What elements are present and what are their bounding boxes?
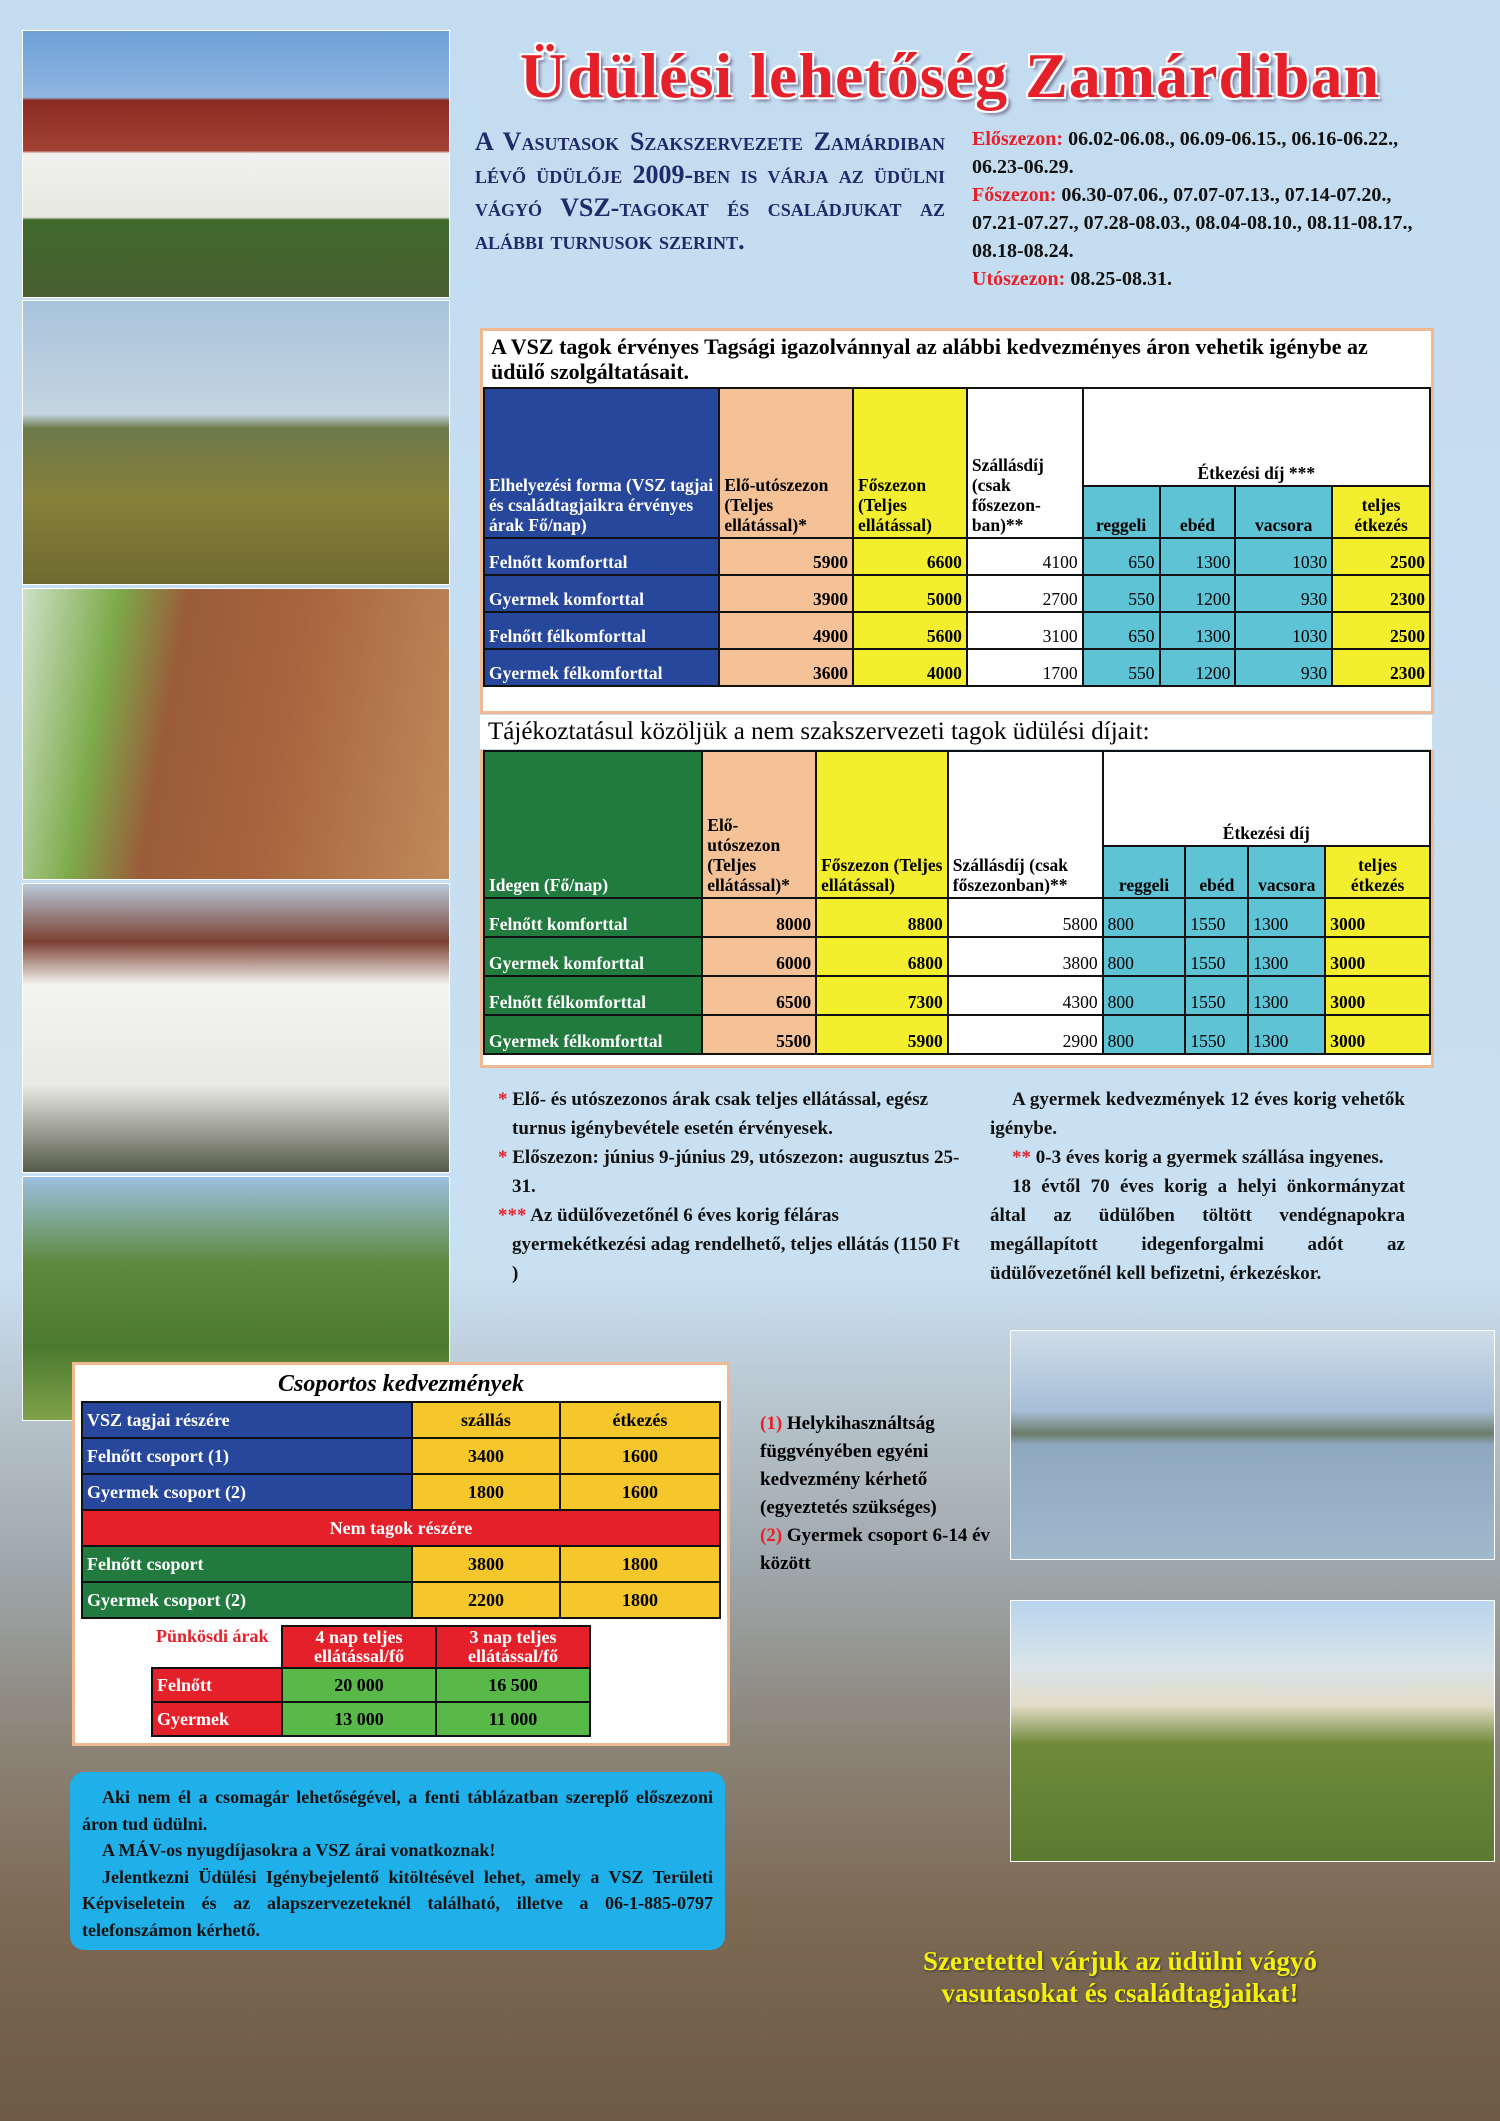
member-prices-heading: A VSZ tagok érvényes Tagsági igazolvánnyal az alábbi kedvezményes áron vehetik igénybe az üdülő szolgáltatásait. [491,334,1368,384]
footnote [990,1085,1405,1143]
price-cell: 1300 [1248,976,1325,1015]
price-cell: 11 000 [436,1702,590,1736]
row-label: Gyermek csoport (2) [82,1474,412,1510]
table-row [152,1668,590,1702]
footnote-text: 18 évtől 70 éves korig a helyi önkormányzat által az üdülőben töltött vendégnapokra megállapított idegenforgalmi adót az üdülővezetőnél kell befizetni, érkezéskor. [990,1176,1405,1284]
footnotes [490,1085,1440,1335]
photo-beach [1010,1600,1495,1862]
page-title: Üdülési lehetőség Zamárdiban [519,40,1381,111]
group-notes [760,1410,995,1578]
row-label: Felnőtt csoport (1) [82,1438,412,1474]
row-label: Felnőtt csoport [82,1546,412,1582]
table-row [484,976,1430,1015]
main-season-dates: Főszezon: 06.30-07.06., 07.07-07.13., 07.14-07.20., 07.21-07.27., 07.28-08.03., 08.04-08.10., 08.11-08.17., 08.18-08.24. [972,184,1413,262]
member-prices-panel [480,328,1434,714]
price-cell: 6800 [816,937,948,976]
price-cell: 6000 [702,937,816,976]
group-header-cell: VSZ tagjai részére [82,1402,412,1438]
row-label: Gyermek [152,1702,282,1736]
nonmember-prices-table [483,750,1431,1055]
info-box [70,1772,725,1950]
price-cell: 4900 [719,612,853,649]
price-cell: 1300 [1248,1015,1325,1054]
price-cell: 1600 [560,1438,720,1474]
meal-header-cell: vacsora [1248,846,1325,898]
price-cell: 930 [1235,575,1332,612]
photo-building-corridor [22,588,450,880]
header-cell: Étkezési díj *** [1083,388,1430,486]
table-row [484,538,1430,575]
price-cell: 4000 [853,649,967,686]
footnote-text: Előszezon: június 9-június 29, utószezon: augusztus 25-31. [507,1147,960,1197]
price-cell: 8000 [702,898,816,937]
price-cell: 2500 [1332,538,1430,575]
group-section-cell: Nem tagok részére [82,1510,720,1546]
meal-header-cell: teljes étkezés [1325,846,1430,898]
price-cell: 650 [1083,612,1160,649]
price-cell: 2900 [948,1015,1103,1054]
group-note-1: (1) Helykihasználtság függvényében egyéni kedvezmény kérhető (egyeztetés szükséges) [760,1413,937,1518]
price-cell: 1300 [1160,538,1236,575]
price-cell: 5000 [853,575,967,612]
price-cell: 2300 [1332,575,1430,612]
closing-line: vasutasokat és családtagjaikat! [941,1978,1299,2008]
price-cell: 2500 [1332,612,1430,649]
intro-text: A Vasutasok Szakszervezete Zamárdiban lévő üdülője 2009-ben is várja az üdülni vágyó VSZ-tagokat és családjukat az alábbi turnusok szerint. [475,127,945,255]
table-row [484,649,1430,686]
price-cell: 1800 [560,1546,720,1582]
price-cell: 3000 [1325,937,1430,976]
price-cell: 1600 [560,1474,720,1510]
row-label: Felnőtt félkomforttal [484,612,719,649]
header-row [484,388,1430,486]
table-row [82,1582,720,1618]
price-cell: 930 [1235,649,1332,686]
price-cell: 550 [1083,575,1160,612]
price-cell: 3600 [719,649,853,686]
table-row [152,1702,590,1736]
group-header-cell: étkezés [560,1402,720,1438]
meal-header-cell: vacsora [1235,486,1332,538]
footnote-mark: *** [498,1205,527,1226]
pentecost-prices-table [151,1625,591,1737]
price-cell: 3800 [412,1546,560,1582]
group-note-2: (2) Gyermek csoport 6-14 év között [760,1525,991,1574]
row-label: Gyermek komforttal [484,575,719,612]
header-cell: Idegen (Fő/nap) [484,751,702,898]
price-cell: 1200 [1160,575,1236,612]
price-cell: 3000 [1325,1015,1430,1054]
group-discounts-panel [72,1362,730,1746]
meal-header-cell: teljes étkezés [1332,486,1430,538]
price-cell: 4300 [948,976,1103,1015]
pre-season-dates: Előszezon: 06.02-06.08., 06.09-06.15., 06.16-06.22., 06.23-06.29. [972,128,1399,178]
info-line: Aki nem él a csomagár lehetőségével, a fenti táblázatban szereplő előszezoni áron tud üdülni. [82,1787,713,1834]
info-line: Jelentkezni Üdülési Igénybejelentő kitöltésével lehet, amely a VSZ Területi Képviseletein és az alapszervezeteknél található, illetve a 06-1-885-0797 telefonszámon kérhető. [82,1866,713,1940]
footnote [490,1143,960,1201]
price-cell: 8800 [816,898,948,937]
price-cell: 800 [1103,898,1186,937]
footnotes-left [490,1085,960,1288]
header-row [484,751,1430,846]
footnote [490,1085,960,1143]
footnote-text: Elő- és utószezonos árak csak teljes ellátással, egész turnus igénybevétele esetén érvényesek. [507,1089,929,1139]
photo-building-side [22,883,450,1173]
price-cell: 3000 [1325,898,1430,937]
price-cell: 1300 [1248,937,1325,976]
footnote-mark: * [498,1089,508,1110]
member-prices-table [483,387,1431,687]
photo-resort-building [22,30,450,298]
header-cell: Szállásdíj (csak főszezon-ban)** [967,388,1083,538]
group-discounts-title: Csoportos kedvezmények [278,1371,524,1397]
group-section-row [82,1510,720,1546]
footnote-text: Az üdülővezetőnél 6 éves korig féláras gyermekétkezési adag rendelhető, teljes ellátás (1150 Ft ) [512,1205,960,1284]
price-cell: 550 [1083,649,1160,686]
meal-header-cell: reggeli [1083,486,1160,538]
footnote-text: 0-3 éves korig a gyermek szállása ingyenes. [1031,1147,1384,1168]
price-cell: 2300 [1332,649,1430,686]
price-cell: 7300 [816,976,948,1015]
price-cell: 1550 [1185,898,1248,937]
pentecost-header-cell: 4 nap teljes ellátással/fő [282,1626,436,1668]
price-cell: 1700 [967,649,1083,686]
post-season-dates: Utószezon: 08.25-08.31. [972,268,1172,290]
price-cell: 3800 [948,937,1103,976]
table-row [82,1438,720,1474]
nonmember-prices-heading: Tájékoztatásul közöljük a nem szakszervezeti tagok üdülési díjait: [480,715,1432,749]
price-cell: 3000 [1325,976,1430,1015]
price-cell: 1550 [1185,937,1248,976]
price-cell: 20 000 [282,1668,436,1702]
group-discounts-table [81,1401,721,1619]
closing-message [820,1945,1420,2009]
pentecost-header-cell: 3 nap teljes ellátással/fő [436,1626,590,1668]
table-row [82,1546,720,1582]
group-header-cell: szállás [412,1402,560,1438]
pentecost-header-row [152,1626,590,1668]
photo-sailboats [1010,1330,1495,1560]
price-cell: 1030 [1235,612,1332,649]
price-cell: 5800 [948,898,1103,937]
price-cell: 800 [1103,1015,1186,1054]
table-row [484,937,1430,976]
table-row [484,1015,1430,1054]
price-cell: 3900 [719,575,853,612]
header-cell: Étkezési díj [1103,751,1430,846]
row-label: Felnőtt komforttal [484,538,719,575]
price-cell: 800 [1103,937,1186,976]
row-label: Gyermek komforttal [484,937,702,976]
price-cell: 5900 [719,538,853,575]
season-dates [972,125,1434,293]
header-cell: Főszezon (Teljes ellátással) [853,388,967,538]
row-label: Felnőtt félkomforttal [484,976,702,1015]
price-cell: 6500 [702,976,816,1015]
header-cell: Elő-utószezon (Teljes ellátással)* [702,751,816,898]
row-label: Gyermek félkomforttal [484,649,719,686]
header-cell: Elhelyezési forma (VSZ tagjai és családtagjaikra érvényes árak Fő/nap) [484,388,719,538]
table-row [484,612,1430,649]
footnote [490,1201,960,1288]
meal-header-cell: ebéd [1185,846,1248,898]
price-cell: 4100 [967,538,1083,575]
price-cell: 1550 [1185,976,1248,1015]
header-cell: Elő-utószezon (Teljes ellátással)* [719,388,853,538]
info-line: A MÁV-os nyugdíjasokra a VSZ árai vonatkoznak! [102,1840,496,1860]
photo-garden-swings [22,300,450,585]
table-row [82,1474,720,1510]
meal-header-cell: ebéd [1160,486,1236,538]
table-row [484,898,1430,937]
price-cell: 6600 [853,538,967,575]
footnote-text: A gyermek kedvezmények 12 éves korig vehetők igénybe. [990,1089,1405,1139]
row-label: Felnőtt [152,1668,282,1702]
footnote-mark: * [498,1147,508,1168]
footnote-mark: ** [1012,1147,1031,1168]
price-cell: 3100 [967,612,1083,649]
price-cell: 2700 [967,575,1083,612]
price-cell: 2200 [412,1582,560,1618]
price-cell: 1800 [560,1582,720,1618]
closing-line: Szeretettel várjuk az üdülni vágyó [923,1946,1317,1976]
price-cell: 3400 [412,1438,560,1474]
row-label: Felnőtt komforttal [484,898,702,937]
row-label: Gyermek csoport (2) [82,1582,412,1618]
price-cell: 800 [1103,976,1186,1015]
header-cell: Főszezon (Teljes ellátással) [816,751,948,898]
footnote [990,1172,1405,1288]
price-cell: 5500 [702,1015,816,1054]
price-cell: 1300 [1160,612,1236,649]
header-cell: Szállásdíj (csak főszezonban)** [948,751,1103,898]
table-row [484,575,1430,612]
price-cell: 1030 [1235,538,1332,575]
price-cell: 5600 [853,612,967,649]
price-cell: 1300 [1248,898,1325,937]
row-label: Gyermek félkomforttal [484,1015,702,1054]
price-cell: 5900 [816,1015,948,1054]
price-cell: 1800 [412,1474,560,1510]
footnote [990,1143,1405,1172]
price-cell: 13 000 [282,1702,436,1736]
meal-header-cell: reggeli [1103,846,1186,898]
price-cell: 1200 [1160,649,1236,686]
group-header-row [82,1402,720,1438]
price-cell: 650 [1083,538,1160,575]
price-cell: 16 500 [436,1668,590,1702]
nonmember-prices-panel [480,750,1434,1068]
price-cell: 1550 [1185,1015,1248,1054]
footnotes-right [990,1085,1405,1288]
pentecost-label: Pünkösdi árak [156,1626,269,1646]
